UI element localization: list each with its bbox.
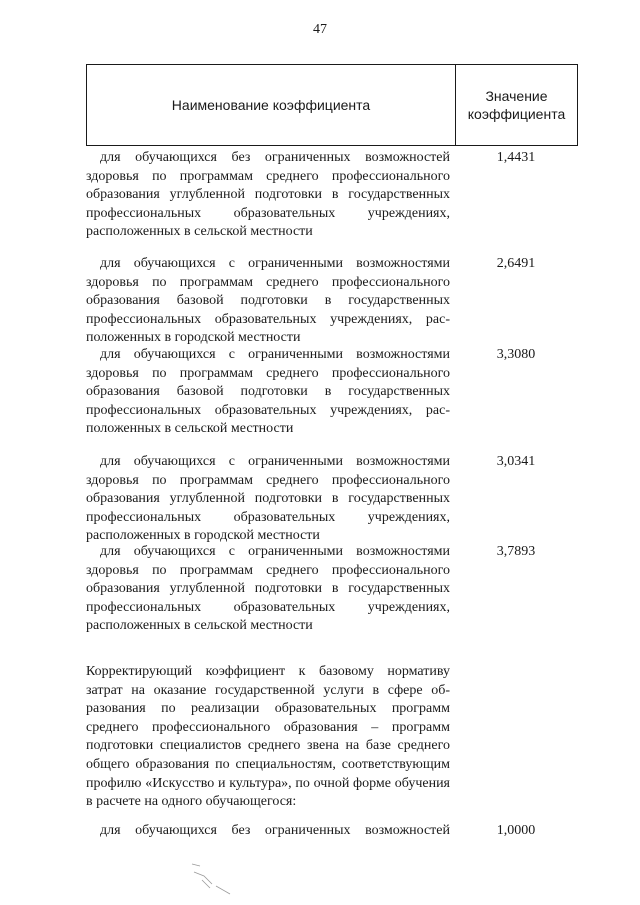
row-description: для обучающихся с ограниченными возможностями здоровья по программам среднего профессионального образования базовой подготовки в государственных профессиональных образовательных учреждениях, расположенных в сельской местности	[86, 347, 450, 437]
row-description: для обучающихся с ограниченными возможностями здоровья по программам среднего профессионального образования базовой подготовки в государственных профессиональных образовательных учреждениях, расположенных в городской местности	[86, 256, 450, 346]
row-description: для обучающихся с ограниченными возможностями здоровья по программам среднего профессионального образования углубленной подготовки в государственных профессиональных образовательных учреждениях, расположенных в городской местности	[86, 454, 450, 544]
page-number: 47	[313, 22, 327, 37]
row-description: для обучающихся без ограниченных возможностей здоровья по программам среднего профессионального образования углубленной подготовки в государственных профессиональных образовательных учреждениях, расположенных в сельской местности	[86, 150, 450, 240]
correction-paragraph: Корректирующий коэффициент к базовому нормативу затрат на оказание государственной услуги в сфере образования по реализации образовательных программ среднего профессионального образования – программ подготовки специалистов среднего звена на базе среднего общего образования по специальностям, соответствующим профилю «Искусство и культура», по очной форме обучения в расчете на одного обучающегося:	[86, 664, 450, 810]
header-value-line1: Значение	[485, 88, 548, 104]
pen-mark-icon	[190, 858, 250, 898]
table-header	[86, 64, 578, 146]
row-description: для обучающихся с ограниченными возможностями здоровья по программам среднего профессионального образования углубленной подготовки в государственных профессиональных образовательных учреждениях, расположенных в сельской местности	[86, 544, 450, 634]
header-value-line2: коэффициента	[467, 106, 566, 122]
header-coefficient-value	[456, 65, 577, 145]
row-value: 2,6491	[496, 256, 536, 271]
row-value: 3,7893	[496, 544, 536, 559]
header-coefficient-name: Наименование коэффициента	[87, 65, 456, 145]
row-value: 3,0341	[496, 454, 536, 469]
row-description: для обучающихся без ограниченных возможностей	[100, 823, 450, 838]
row-value: 1,0000	[496, 823, 536, 838]
row-value: 3,3080	[496, 347, 536, 362]
row-value: 1,4431	[496, 150, 536, 165]
